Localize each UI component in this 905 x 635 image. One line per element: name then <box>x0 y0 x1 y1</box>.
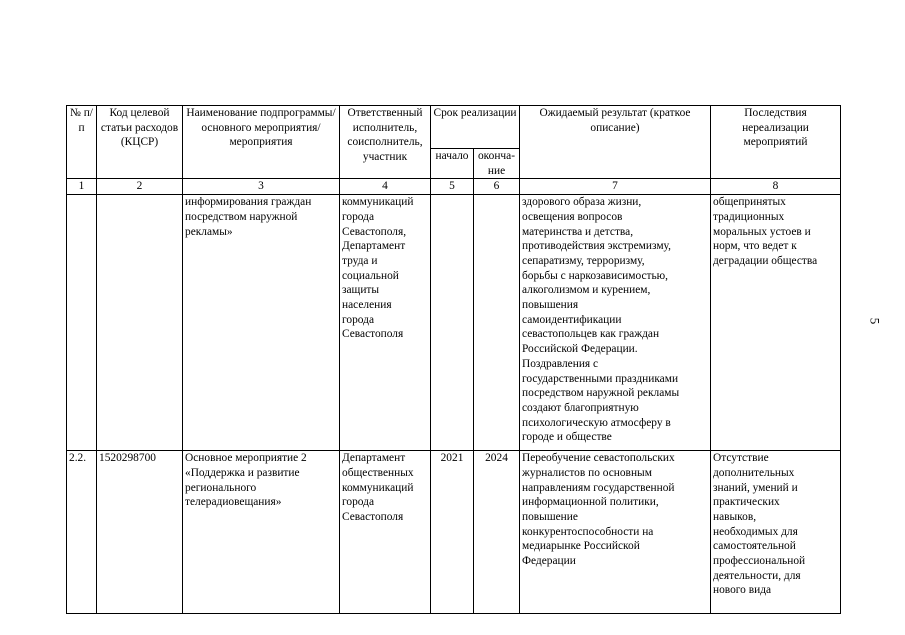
row-code <box>97 195 183 451</box>
row-end: 2024 <box>474 451 520 614</box>
column-number: 1 <box>67 179 97 195</box>
header-period: Срок реализации <box>431 106 520 149</box>
column-numbers-row <box>67 179 841 195</box>
row-start: 2021 <box>431 451 474 614</box>
column-number: 8 <box>711 179 841 195</box>
program-table <box>66 105 841 614</box>
column-number: 3 <box>183 179 340 195</box>
header-code: Код целевой статьи расходов (КЦСР) <box>97 106 183 179</box>
header-result: Ожидаемый результат (краткое описание) <box>520 106 711 179</box>
column-number: 7 <box>520 179 711 195</box>
row-consequence: общепринятых традиционных моральных устоев и норм, что ведет к деградации общества <box>711 195 841 451</box>
row-executor: коммуникаций города Севастополя, Департамент труда и социальной защиты населения города Севастополя <box>340 195 431 451</box>
column-number: 5 <box>431 179 474 195</box>
header-start: начало <box>431 149 474 179</box>
row-result: здорового образа жизни, освещения вопросов материнства и детства, противодействия экстремизму, сепаратизму, терроризму, борьбы с наркозависимостью, алкоголизмом и курением, повышения самоидентификации севастопольцев как граждан Российской Федерации. Поздравления с государственными праздниками посредством наружной рекламы создают благоприятную психологическую атмосферу в городе и обществе <box>520 195 711 451</box>
row-num: 2.2. <box>67 451 97 614</box>
table-row <box>67 451 841 614</box>
row-result: Переобучение севастопольских журналистов по основным направлениям государственной информационной политики, повышение конкурентоспособности на медиарынке Российской Федерации <box>520 451 711 614</box>
header-row <box>67 106 841 149</box>
table-row <box>67 195 841 451</box>
row-name: информирования граждан посредством наружной рекламы» <box>183 195 340 451</box>
column-number: 6 <box>474 179 520 195</box>
column-number: 4 <box>340 179 431 195</box>
row-end <box>474 195 520 451</box>
row-executor: Департамент общественных коммуникаций города Севастополя <box>340 451 431 614</box>
header-consequence: Последствия нереализации мероприятий <box>711 106 841 179</box>
header-num: № п/п <box>67 106 97 179</box>
page-number: 5 <box>867 317 883 325</box>
row-start <box>431 195 474 451</box>
header-name: Наименование подпрограммы/ основного мероприятия/ мероприятия <box>183 106 340 179</box>
column-number: 2 <box>97 179 183 195</box>
row-consequence: Отсутствие дополнительных знаний, умений и практических навыков, необходимых для самостоятельной профессиональной деятельности, для нового вида <box>711 451 841 614</box>
row-num <box>67 195 97 451</box>
header-end: оконча-ние <box>474 149 520 179</box>
row-name: Основное мероприятие 2 «Поддержка и развитие регионального телерадиовещания» <box>183 451 340 614</box>
header-executor: Ответственный исполнитель, соисполнитель, участник <box>340 106 431 179</box>
row-code: 1520298700 <box>97 451 183 614</box>
